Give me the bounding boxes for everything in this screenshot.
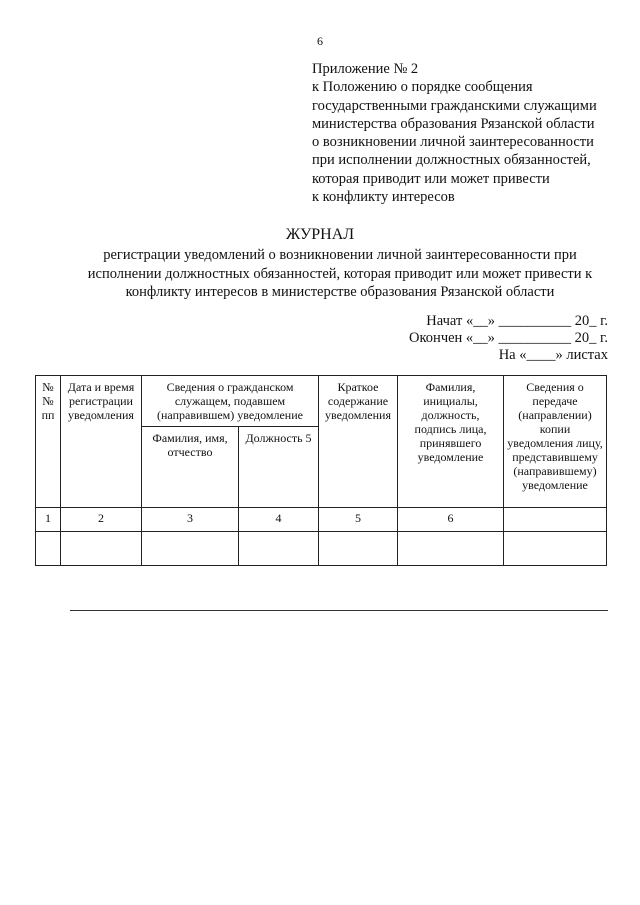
- header-full-name: Фамилия, имя, отчество: [142, 427, 239, 508]
- bottom-divider: [70, 610, 608, 611]
- header-registration-date: Дата и время регистрации уведомления: [61, 376, 142, 508]
- table-cell: [319, 532, 398, 566]
- page-number: 6: [317, 34, 323, 48]
- header-summary: Краткое содержание уведомления: [319, 376, 398, 508]
- appendix-line: к Положению о порядке сообщения: [312, 79, 533, 96]
- table-cell: [398, 532, 504, 566]
- registration-table: [35, 375, 607, 566]
- appendix-line: министерства образования Рязанской области: [312, 115, 595, 132]
- appendix-line: о возникновении личной заинтересованности: [312, 134, 594, 151]
- table-header-row: [36, 376, 607, 427]
- appendix-line: к конфликту интересов: [312, 189, 455, 206]
- table-cell: [36, 532, 61, 566]
- journal-title: ЖУРНАЛ: [285, 226, 355, 243]
- appendix-line: Приложение № 2: [312, 61, 419, 77]
- column-number-cell: 4: [239, 508, 319, 532]
- journal-subtitle: [60, 246, 620, 302]
- table-row: [36, 532, 607, 566]
- header-number: № № пп: [36, 376, 61, 508]
- table-cell: [239, 532, 319, 566]
- subtitle-line: конфликту интересов в министерстве образования Рязанской области: [125, 284, 555, 300]
- header-receiver: Фамилия, инициалы, должность, подпись лица, принявшего уведомление: [398, 376, 504, 508]
- column-number-cell: 2: [61, 508, 142, 532]
- subtitle-line: регистрации уведомлений о возникновении личной заинтересованности при: [103, 247, 577, 263]
- appendix-line: государственными гражданскими служащими: [312, 97, 597, 114]
- column-number-cell: [504, 508, 607, 532]
- table-cell: [142, 532, 239, 566]
- appendix-line: при исполнении должностных обязанностей,: [312, 152, 591, 169]
- appendix-header: [312, 60, 632, 206]
- journal-sheet-count: На «____» листах: [498, 347, 608, 363]
- journal-end-date: Окончен «__» __________ 20_ г.: [409, 330, 608, 346]
- column-number-cell: 5: [319, 508, 398, 532]
- column-number-cell: 1: [36, 508, 61, 532]
- header-employee-info: Сведения о гражданском служащем, подавшем (направившем) уведомление: [142, 376, 319, 427]
- header-position: Должность 5: [239, 427, 319, 508]
- table-cell: [61, 532, 142, 566]
- appendix-line: которая приводит или может привести: [312, 170, 550, 187]
- column-number-cell: 3: [142, 508, 239, 532]
- column-number-cell: 6: [398, 508, 504, 532]
- journal-start-date: Начат «__» __________ 20_ г.: [426, 313, 608, 329]
- subtitle-line: исполнении должностных обязанностей, которая приводит или может привести к: [87, 265, 593, 282]
- header-copy-info: Сведения о передаче (направлении) копии уведомления лицу, представившему (направившему) уведомление: [504, 376, 607, 508]
- table-cell: [504, 532, 607, 566]
- table-row: [36, 508, 607, 532]
